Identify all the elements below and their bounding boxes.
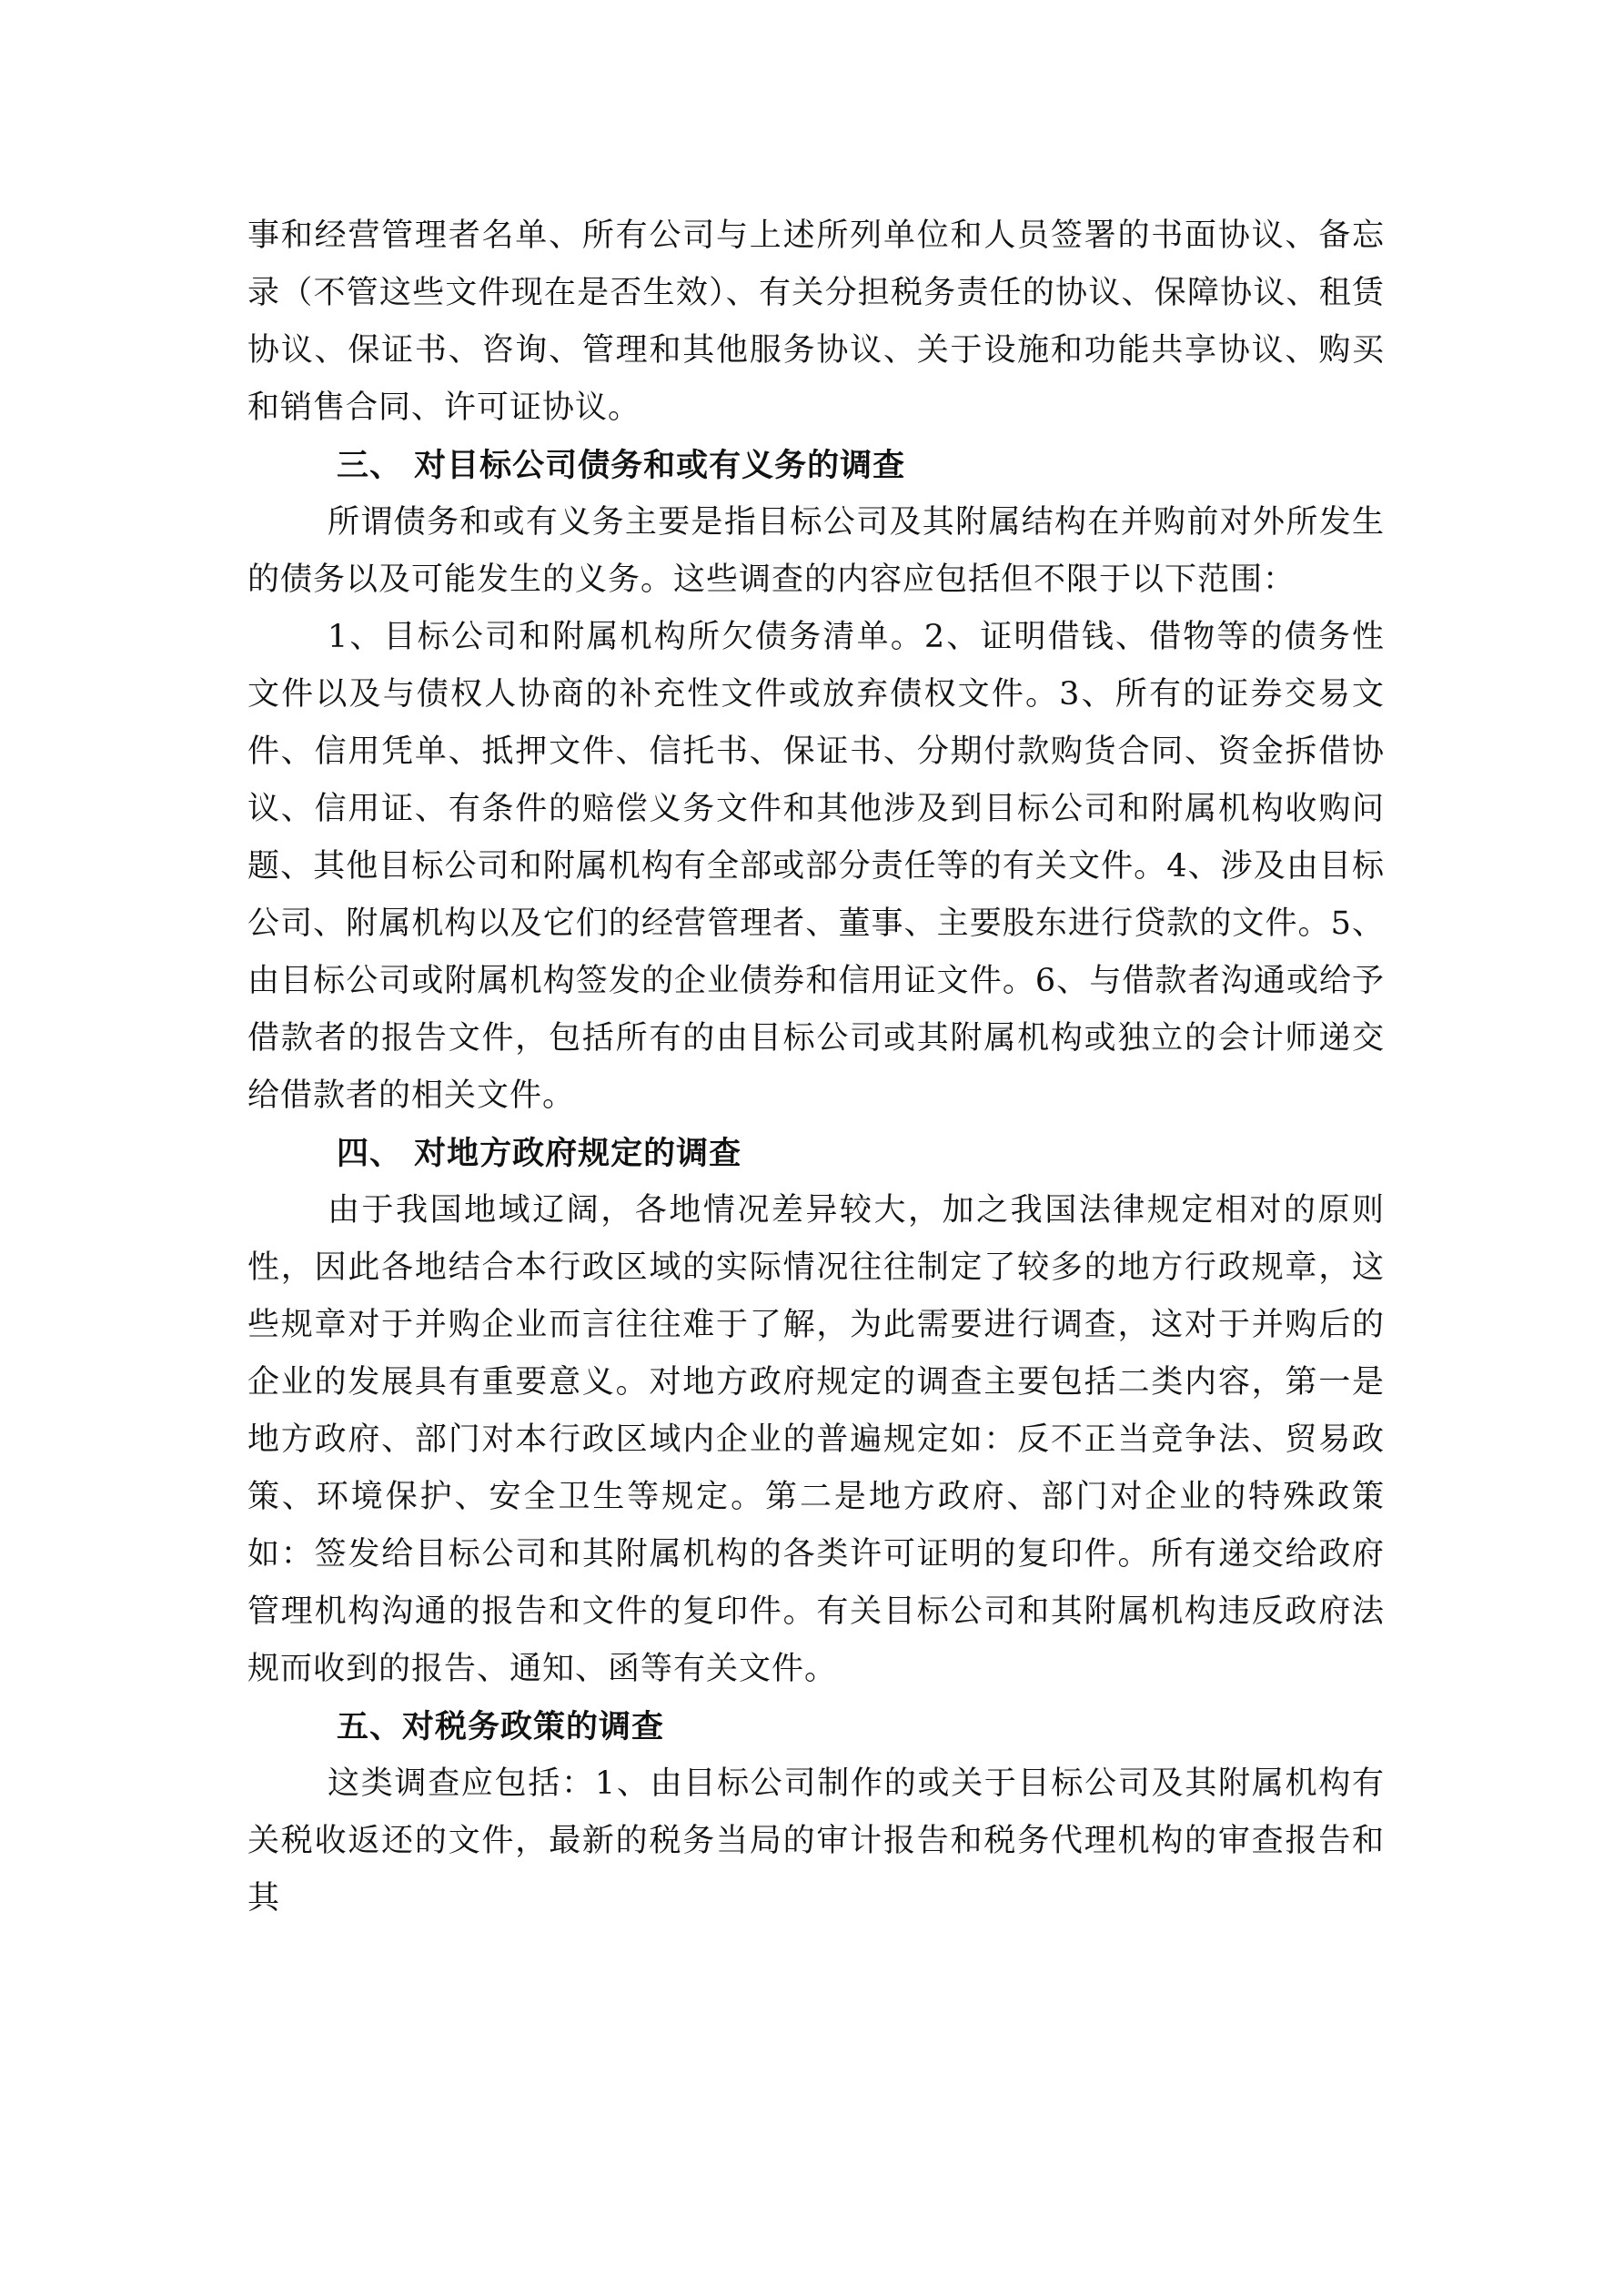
paragraph: 所谓债务和或有义务主要是指目标公司及其附属结构在并购前对外所发生的债务以及可能发生的义务。这些调查的内容应包括但不限于以下范围：: [247, 504, 1385, 598]
section-heading-3: 三、 对目标公司债务和或有义务的调查: [337, 447, 906, 484]
paragraph: 这类调查应包括：1、由目标公司制作的或关于目标公司及其附属机构有关税收返还的文件，最新的税务当局的审计报告和税务代理机构的审查报告和其: [247, 1765, 1385, 1917]
paragraph-continued: 事和经营管理者名单、所有公司与上述所列单位和人员签署的书面协议、备忘录（不管这些文件现在是否生效）、有关分担税务责任的协议、保障协议、租赁协议、保证书、咨询、管理和其他服务协议、关于设施和功能共享协议、购买和销售合同、许可证协议。: [247, 217, 1385, 426]
paragraph: 由于我国地域辽阔，各地情况差异较大，加之我国法律规定相对的原则性，因此各地结合本行政区域的实际情况往往制定了较多的地方行政规章，这些规章对于并购企业而言往往难于了解，为此需要进行调查，这对于并购后的企业的发展具有重要意义。对地方政府规定的调查主要包括二类内容，第一是地方政府、部门对本行政区域内企业的普遍规定如：反不正当竞争法、贸易政策、环境保护、安全卫生等规定。第二是地方政府、部门对企业的特殊政策如：签发给目标公司和其附属机构的各类许可证明的复印件。所有递交给政府管理机构沟通的报告和文件的复印件。有关目标公司和其附属机构违反政府法规而收到的报告、通知、函等有关文件。: [247, 1192, 1385, 1687]
section-heading-4: 四、 对地方政府规定的调查: [337, 1135, 742, 1172]
section-heading-5: 五、对税务政策的调查: [337, 1708, 665, 1745]
paragraph: 1、目标公司和附属机构所欠债务清单。2、证明借钱、借物等的债务性文件以及与债权人协商的补充性文件或放弃债权文件。3、所有的证券交易文件、信用凭单、抵押文件、信托书、保证书、分期付款购货合同、资金拆借协议、信用证、有条件的赔偿义务文件和其他涉及到目标公司和附属机构收购问题、其他目标公司和附属机构有全部或部分责任等的有关文件。4、涉及由目标公司、附属机构以及它们的经营管理者、董事、主要股东进行贷款的文件。5、由目标公司或附属机构签发的企业债券和信用证文件。6、与借款者沟通或给予借款者的报告文件，包括所有的由目标公司或其附属机构或独立的会计师递交给借款者的相关文件。: [247, 619, 1385, 1114]
document-page: [247, 207, 1385, 1927]
